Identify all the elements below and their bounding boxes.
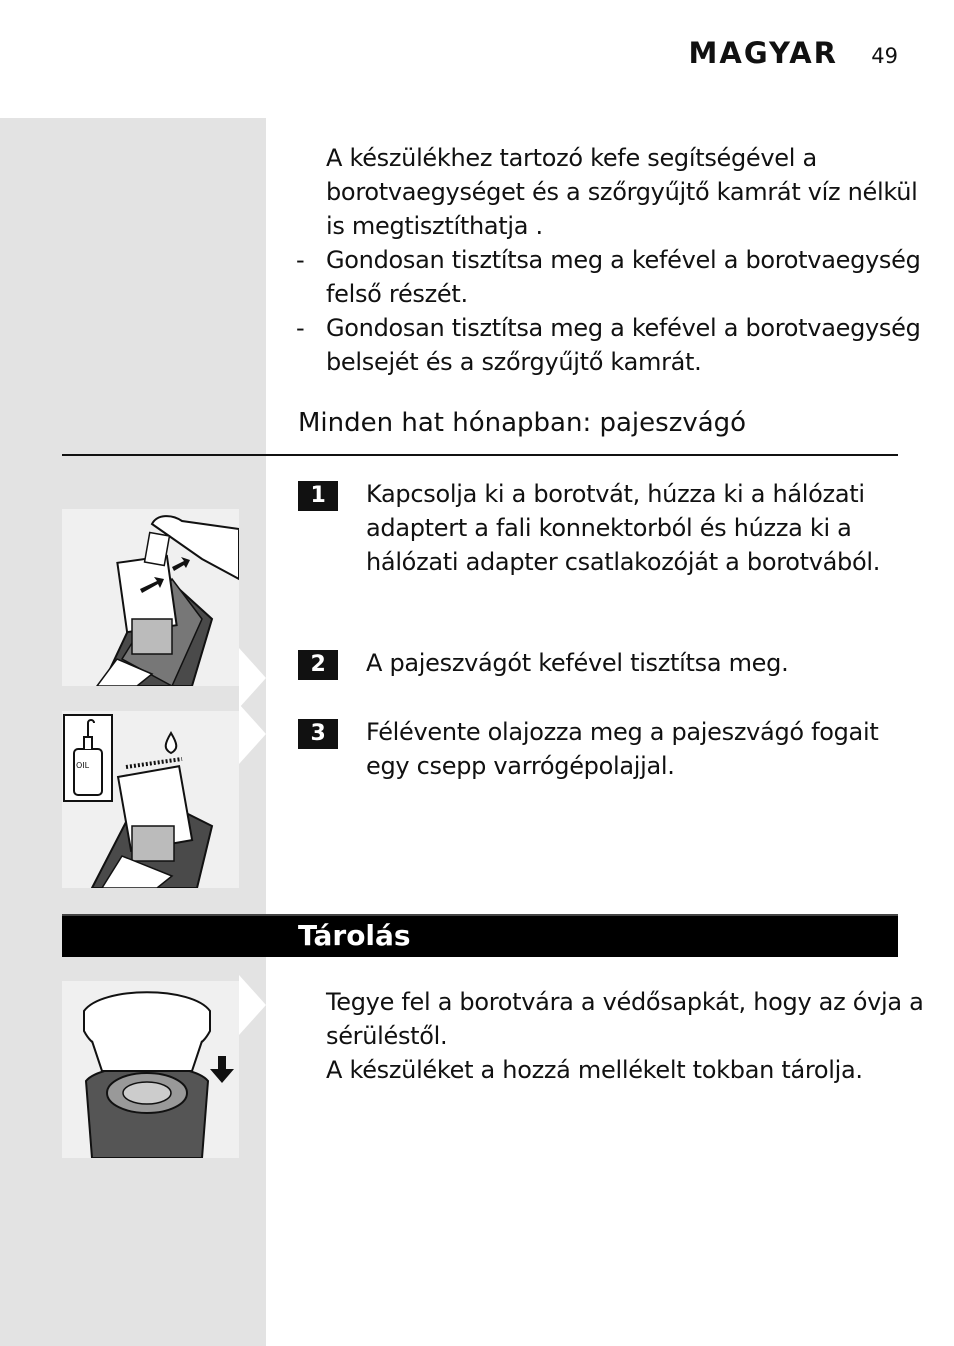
shaver-cap-icon [62,981,239,1158]
bullet-item: - Gondosan tisztítsa meg a kefével a borotvaegység felső részét. [296,243,936,311]
storage-line: Tegye fel a borotvára a védősapkát, hogy az óvja a sérüléstől. [326,988,924,1050]
section-header-bar [62,914,898,957]
page-language-title: MAGYAR [688,36,838,70]
divider-rule [62,454,898,456]
oil-label: OIL [76,761,90,770]
cleaning-bullet-list [296,243,936,379]
page-number: 49 [871,44,898,68]
protection-cap-illustration [62,981,239,1158]
storage-text [326,985,926,1087]
section-subheading: Minden hat hónapban: pajeszvágó [298,408,747,438]
step-number: 1 [298,481,338,511]
figure-pointer [239,704,266,764]
figure-pointer [239,975,266,1035]
section-title: Tárolás [298,919,411,952]
step-text: A pajeszvágót kefével tisztítsa meg. [366,649,789,677]
figure-pointer [239,648,266,708]
step-text: Kapcsolja ki a borotvát, húzza ki a hálózati adaptert a fali konnektorból és húzza ki a hálózati adapter csatlakozóját a borotvából. [366,480,881,576]
intro-paragraph: A készülékhez tartozó kefe segítségével a borotvaegységet és a szőrgyűjtő kamrát víz nélkül is megtisztíthatja . [326,144,918,240]
storage-line: A készüléket a hozzá mellékelt tokban tárolja. [326,1056,863,1084]
step-text: Félévente olajozza meg a pajeszvágó fogait egy csepp varrógépolajjal. [366,718,879,780]
bullet-item: - Gondosan tisztítsa meg a kefével a borotvaegység belsejét és a szőrgyűjtő kamrát. [296,311,936,379]
step-number: 3 [298,719,338,749]
step-number: 2 [298,650,338,680]
oil-trimmer-illustration [62,711,239,888]
brush-trimmer-illustration [62,509,239,686]
shaver-brush-icon [62,509,239,686]
oil-bottle-icon [62,711,239,888]
